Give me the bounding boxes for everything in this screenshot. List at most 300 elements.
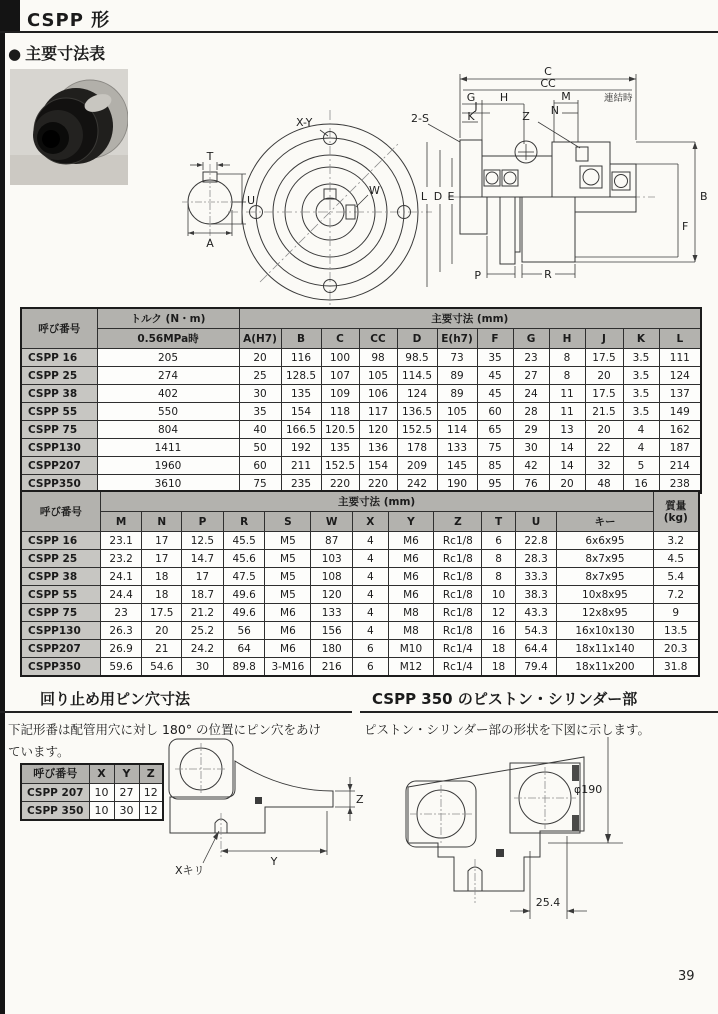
t1-cell: 98.5	[397, 349, 437, 367]
piston-drawing-dims	[510, 737, 623, 919]
t2-col-header: M	[100, 512, 142, 532]
t1-cell: 45	[477, 367, 513, 385]
pin-cell: 30	[114, 802, 139, 821]
t1-cell: 1960	[97, 457, 239, 475]
t2-cell: 21	[142, 640, 182, 658]
t1-cell: 5	[623, 457, 659, 475]
t1-cell: 3.5	[623, 385, 659, 403]
table-row	[21, 568, 699, 586]
t1-cell: 8	[549, 367, 585, 385]
t1-cell: 35	[239, 403, 281, 421]
scan-corner-artifact	[0, 0, 20, 33]
t2-cell: 4	[353, 568, 388, 586]
t2-col-header: T	[482, 512, 515, 532]
t2-cell: 6x6x95	[557, 532, 653, 550]
table-row	[21, 622, 699, 640]
t1-cell: 192	[281, 439, 321, 457]
t1-cell: 550	[97, 403, 239, 421]
t2-cell: 8	[482, 568, 515, 586]
t2-cell: 4	[353, 550, 388, 568]
t1-cell: 21.5	[585, 403, 623, 421]
t2-col-header: U	[515, 512, 557, 532]
t2-cell: M6	[265, 640, 311, 658]
product-photo	[10, 69, 128, 185]
dim-label-c: C	[544, 65, 552, 78]
dim-label-dia190: φ190	[574, 783, 603, 796]
t2-row-model: CSPP 75	[21, 604, 100, 622]
seal-key	[572, 815, 579, 831]
t2-cell: M8	[388, 622, 434, 640]
t1-row-model: CSPP350	[21, 475, 97, 494]
t1-cell: 178	[397, 439, 437, 457]
t1-col-header: J	[585, 329, 623, 349]
pin-row-model: CSPP 207	[21, 784, 89, 802]
t2-cell: 79.4	[515, 658, 557, 677]
t1-cell: 27	[513, 367, 549, 385]
t2-cell: M6	[388, 568, 434, 586]
table-row	[21, 385, 701, 403]
t1-cell: 242	[397, 475, 437, 494]
dim-label-2s: 2-S	[411, 112, 429, 125]
t1-cell: 3.5	[623, 367, 659, 385]
t2-cell: M6	[388, 586, 434, 604]
t2-model-header: 呼び番号	[21, 491, 100, 532]
dim-label-l: L	[420, 190, 428, 203]
pin-model-header: 呼び番号	[21, 764, 89, 784]
t1-cell: 145	[437, 457, 477, 475]
dim-label-z: Z	[522, 110, 530, 123]
dim-label-h: H	[499, 91, 509, 104]
t2-cell: 24.4	[100, 586, 142, 604]
cross-section-view	[411, 65, 708, 287]
t2-col-header: キー	[557, 512, 653, 532]
t2-cell: 18x11x140	[557, 640, 653, 658]
t2-cell-mass: 13.5	[653, 622, 699, 640]
t1-cell: 22	[585, 439, 623, 457]
t2-cell: 4	[353, 604, 388, 622]
t2-cell: M12	[388, 658, 434, 677]
piston-body	[406, 757, 584, 903]
t2-cell: 17.5	[142, 604, 182, 622]
t1-cell: 1411	[97, 439, 239, 457]
t1-cell: 116	[281, 349, 321, 367]
t2-cell: 156	[311, 622, 353, 640]
dim-label-f: F	[682, 220, 689, 233]
t2-cell: 64.4	[515, 640, 557, 658]
title-rule	[0, 31, 718, 33]
t2-cell: M10	[388, 640, 434, 658]
t2-cell: 4	[353, 622, 388, 640]
piston-section-rule	[360, 711, 718, 713]
t1-cell: 136	[359, 439, 397, 457]
t1-cell: 152.5	[321, 457, 359, 475]
t1-cell: 14	[549, 439, 585, 457]
t1-row-model: CSPP 75	[21, 421, 97, 439]
t2-mass-unit: (kg)	[663, 511, 688, 524]
t2-cell: 38.3	[515, 586, 557, 604]
t2-cell: M6	[388, 550, 434, 568]
t1-cell: 205	[97, 349, 239, 367]
t2-cell: 49.6	[223, 586, 265, 604]
t2-cell: Rc1/8	[434, 532, 482, 550]
t1-cell: 124	[397, 385, 437, 403]
dim-label-z: Z	[356, 793, 364, 806]
dim-label-cc: CC	[540, 77, 556, 90]
t1-cell: 13	[549, 421, 585, 439]
t2-row-model: CSPP130	[21, 622, 100, 640]
t2-cell-mass: 4.5	[653, 550, 699, 568]
t1-cell: 4	[623, 421, 659, 439]
t1-model-header: 呼び番号	[21, 308, 97, 349]
t1-cell: 149	[659, 403, 701, 421]
t1-cell: 76	[513, 475, 549, 494]
t1-cell: 111	[659, 349, 701, 367]
bearing-symbol	[484, 141, 630, 190]
pin-body-line2: ています。	[8, 744, 70, 759]
pin-row-model: CSPP 350	[21, 802, 89, 821]
t2-cell: 6	[482, 532, 515, 550]
air-port	[576, 147, 588, 161]
t1-cell: 11	[549, 385, 585, 403]
t1-cell: 114.5	[397, 367, 437, 385]
t2-cell: 43.3	[515, 604, 557, 622]
t2-cell: 28.3	[515, 550, 557, 568]
section-heading-dimensions	[8, 41, 105, 64]
t2-cell: 12	[482, 604, 515, 622]
t1-cell: 152.5	[397, 421, 437, 439]
t2-cell: M5	[265, 568, 311, 586]
t2-cell: 23.1	[100, 532, 142, 550]
t2-cell: Rc1/8	[434, 568, 482, 586]
t1-col-header: A(H7)	[239, 329, 281, 349]
t1-cell: 48	[585, 475, 623, 494]
table-row	[21, 658, 699, 677]
dim-label-p: P	[474, 269, 481, 282]
t1-cell: 89	[437, 385, 477, 403]
t1-cell: 154	[281, 403, 321, 421]
pin-cell: 12	[139, 784, 163, 802]
t1-cell: 85	[477, 457, 513, 475]
t1-cell: 238	[659, 475, 701, 494]
t2-cell: 26.9	[100, 640, 142, 658]
t1-cell: 20	[239, 349, 281, 367]
pin-hole-table	[20, 763, 164, 821]
pin-col-header: Y	[114, 764, 139, 784]
t1-cell: 65	[477, 421, 513, 439]
t1-cell: 11	[549, 403, 585, 421]
dim-label-n: N	[550, 104, 559, 117]
t2-cell: 22.8	[515, 532, 557, 550]
t1-cell: 106	[359, 385, 397, 403]
t2-cell: M5	[265, 586, 311, 604]
t1-cell: 17.5	[585, 349, 623, 367]
t1-cell: 135	[281, 385, 321, 403]
t1-cell: 89	[437, 367, 477, 385]
pin-cell: 12	[139, 802, 163, 821]
t2-cell: 10	[482, 586, 515, 604]
t2-cell: 56	[223, 622, 265, 640]
t2-cell: 26.3	[100, 622, 142, 640]
t1-cell: 60	[239, 457, 281, 475]
t1-cell: 211	[281, 457, 321, 475]
t1-cell: 40	[239, 421, 281, 439]
t2-cell: 6	[353, 640, 388, 658]
t2-col-header: X	[353, 512, 388, 532]
t1-cell: 42	[513, 457, 549, 475]
pin-hole-drawing	[155, 733, 370, 888]
t2-cell: Rc1/8	[434, 586, 482, 604]
front-view	[228, 110, 432, 307]
t1-cell: 4	[623, 439, 659, 457]
t2-cell: Rc1/4	[434, 658, 482, 677]
pin-section-heading: 回り止め用ピン穴寸法	[40, 690, 191, 708]
page-title: CSPP 形	[27, 10, 111, 31]
t2-cell-mass: 7.2	[653, 586, 699, 604]
t1-cell: 30	[513, 439, 549, 457]
dim-label-r: R	[544, 268, 552, 281]
t1-row-model: CSPP 55	[21, 403, 97, 421]
t1-cell: 8	[549, 349, 585, 367]
t1-cell: 114	[437, 421, 477, 439]
t1-cell: 120.5	[321, 421, 359, 439]
t1-cell: 128.5	[281, 367, 321, 385]
t2-cell: 17	[142, 532, 182, 550]
t2-cell: M5	[265, 532, 311, 550]
pin-col-header: Z	[139, 764, 163, 784]
t1-row-model: CSPP130	[21, 439, 97, 457]
t1-cell: 187	[659, 439, 701, 457]
table-row	[21, 349, 701, 367]
t2-cell: Rc1/8	[434, 604, 482, 622]
t2-cell: 180	[311, 640, 353, 658]
t2-cell: 33.3	[515, 568, 557, 586]
dim-label-coupled: 連結時	[604, 93, 633, 104]
t2-col-header: W	[311, 512, 353, 532]
t1-cell: 3.5	[623, 403, 659, 421]
t2-row-model: CSPP 55	[21, 586, 100, 604]
t2-cell: 59.6	[100, 658, 142, 677]
table-row	[21, 802, 163, 821]
t2-cell: 21.2	[182, 604, 224, 622]
t2-cell: 45.5	[223, 532, 265, 550]
table-row	[21, 550, 699, 568]
pin-hole-body	[169, 739, 333, 857]
t2-cell: 16	[482, 622, 515, 640]
t1-cell: 29	[513, 421, 549, 439]
dim-label-25-4: 25.4	[535, 896, 561, 909]
t2-cell: 24.1	[100, 568, 142, 586]
t2-cell: M6	[388, 532, 434, 550]
t1-cell: 75	[239, 475, 281, 494]
t1-cell: 190	[437, 475, 477, 494]
t1-col-header: D	[397, 329, 437, 349]
t2-cell: 17	[142, 550, 182, 568]
t1-cell: 235	[281, 475, 321, 494]
t2-col-header: S	[265, 512, 311, 532]
t1-cell: 17.5	[585, 385, 623, 403]
t1-cell: 117	[359, 403, 397, 421]
t2-row-model: CSPP 25	[21, 550, 100, 568]
t2-cell: 49.6	[223, 604, 265, 622]
t1-cell: 162	[659, 421, 701, 439]
t1-cell: 214	[659, 457, 701, 475]
t2-cell: M8	[388, 604, 434, 622]
t2-cell: 18	[142, 568, 182, 586]
t2-mass-header	[653, 491, 699, 532]
t1-col-header: K	[623, 329, 659, 349]
t1-cell: 45	[477, 385, 513, 403]
t2-cell: 47.5	[223, 568, 265, 586]
t2-cell: 64	[223, 640, 265, 658]
t1-cell: 24	[513, 385, 549, 403]
t2-cell: 3-M16	[265, 658, 311, 677]
t2-row-model: CSPP207	[21, 640, 100, 658]
t2-cell-mass: 9	[653, 604, 699, 622]
t1-cell: 73	[437, 349, 477, 367]
dimension-table-1	[20, 307, 702, 494]
pin-section-rule	[0, 711, 352, 713]
t2-row-model: CSPP 16	[21, 532, 100, 550]
t1-cell: 20	[585, 367, 623, 385]
dim-label-u: U	[247, 194, 256, 207]
t1-cell: 109	[321, 385, 359, 403]
t2-cell-mass: 5.4	[653, 568, 699, 586]
t2-cell: 54.3	[515, 622, 557, 640]
t2-cell: 20	[142, 622, 182, 640]
t2-cell: 18.7	[182, 586, 224, 604]
shaft-detail-view	[182, 150, 255, 250]
t1-cell: 20	[585, 421, 623, 439]
t1-col-header: E(h7)	[437, 329, 477, 349]
t2-cell: 87	[311, 532, 353, 550]
t1-cell: 154	[359, 457, 397, 475]
t2-dims-header: 主要寸法 (mm)	[100, 491, 653, 512]
t2-row-model: CSPP350	[21, 658, 100, 677]
t2-cell: 23.2	[100, 550, 142, 568]
t1-col-header: F	[477, 329, 513, 349]
table-row	[21, 457, 701, 475]
pin-col-header: X	[89, 764, 114, 784]
t2-cell: 103	[311, 550, 353, 568]
t2-cell: Rc1/8	[434, 550, 482, 568]
t2-col-header: N	[142, 512, 182, 532]
t1-cell: 28	[513, 403, 549, 421]
t1-cell: 220	[321, 475, 359, 494]
t2-cell: 10x8x95	[557, 586, 653, 604]
t1-row-model: CSPP 25	[21, 367, 97, 385]
t2-cell: Rc1/4	[434, 640, 482, 658]
table-row	[21, 784, 163, 802]
table-row	[21, 439, 701, 457]
table-row	[21, 532, 699, 550]
t2-cell-mass: 3.2	[653, 532, 699, 550]
t2-cell: 16x10x130	[557, 622, 653, 640]
t2-cell: 12x8x95	[557, 604, 653, 622]
t1-cell: 166.5	[281, 421, 321, 439]
dim-label-d: D	[433, 190, 443, 203]
dim-label-a: A	[206, 237, 214, 250]
dim-label-m: M	[561, 90, 571, 103]
t2-cell: 108	[311, 568, 353, 586]
dim-label-j: J	[474, 100, 478, 113]
t2-cell: 6	[353, 658, 388, 677]
t2-col-header: Y	[388, 512, 434, 532]
t2-cell: M6	[265, 622, 311, 640]
table-row	[21, 403, 701, 421]
t1-dims-header: 主要寸法 (mm)	[239, 308, 701, 329]
bullet-icon: ●	[8, 45, 22, 63]
t1-torque-header: トルク (N・m)	[97, 308, 239, 329]
t1-cell: 98	[359, 349, 397, 367]
t2-cell-mass: 31.8	[653, 658, 699, 677]
t2-cell: 18	[482, 658, 515, 677]
t1-cell: 804	[97, 421, 239, 439]
piston-cylinder-drawing	[398, 731, 698, 929]
t1-col-header: C	[321, 329, 359, 349]
t1-cell: 60	[477, 403, 513, 421]
dim-label-g: G	[466, 91, 476, 104]
t1-cell: 3610	[97, 475, 239, 494]
t2-col-header: R	[223, 512, 265, 532]
t1-col-header: B	[281, 329, 321, 349]
pin-drawing-dims	[175, 777, 364, 877]
t2-cell: 45.6	[223, 550, 265, 568]
dim-label-e: E	[447, 190, 455, 203]
t2-cell: 18	[142, 586, 182, 604]
t1-cell: 105	[437, 403, 477, 421]
table-row	[21, 421, 701, 439]
t2-cell: 18	[482, 640, 515, 658]
t1-cell: 14	[549, 457, 585, 475]
t1-cell: 20	[549, 475, 585, 494]
set-screw	[496, 849, 504, 857]
t2-cell: 120	[311, 586, 353, 604]
pin-cell: 27	[114, 784, 139, 802]
t1-cell: 120	[359, 421, 397, 439]
t1-cell: 137	[659, 385, 701, 403]
t2-cell: 8	[482, 550, 515, 568]
t2-cell: 25.2	[182, 622, 224, 640]
t2-cell-mass: 20.3	[653, 640, 699, 658]
t2-cell: 18x11x200	[557, 658, 653, 677]
t2-cell: 133	[311, 604, 353, 622]
t1-cell: 23	[513, 349, 549, 367]
t1-cell: 32	[585, 457, 623, 475]
t1-cell: 274	[97, 367, 239, 385]
t2-cell: 23	[100, 604, 142, 622]
dim-label-t: T	[206, 150, 214, 163]
dim-label-k: K	[467, 110, 475, 123]
t2-col-header: Z	[434, 512, 482, 532]
pin-body-line1: 下記形番は配管用穴に対し 180° の位置にピン穴をあけ	[8, 722, 322, 737]
t1-cell: 25	[239, 367, 281, 385]
t1-cell: 402	[97, 385, 239, 403]
t2-cell: 30	[182, 658, 224, 677]
t2-cell: 8x7x95	[557, 568, 653, 586]
dim-label-xy: X-Y	[296, 116, 313, 129]
t1-row-model: CSPP 38	[21, 385, 97, 403]
t2-cell: 24.2	[182, 640, 224, 658]
pin-cell: 10	[89, 784, 114, 802]
t2-cell: 4	[353, 586, 388, 604]
table-row	[21, 586, 699, 604]
t2-cell: 12.5	[182, 532, 224, 550]
t2-col-header: P	[182, 512, 224, 532]
t1-col-header: H	[549, 329, 585, 349]
seal-key	[572, 765, 579, 781]
t2-cell: 54.6	[142, 658, 182, 677]
t1-col-header: CC	[359, 329, 397, 349]
